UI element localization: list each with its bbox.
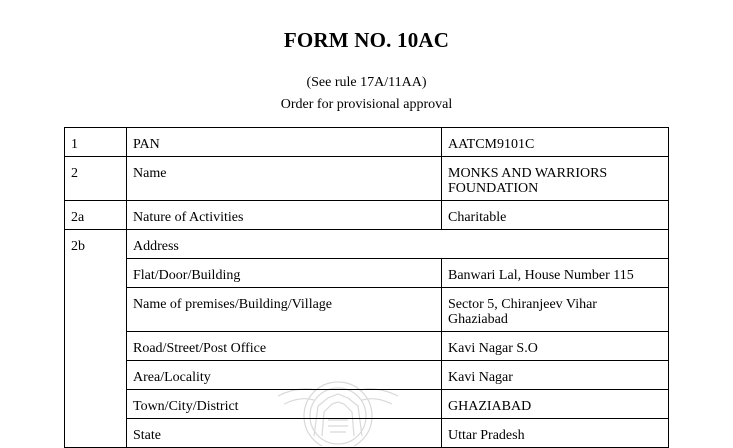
field-label: PAN <box>127 128 442 157</box>
table-row <box>65 390 669 419</box>
table-row <box>65 419 669 448</box>
table-row <box>65 157 669 201</box>
row-number: 1 <box>65 128 127 157</box>
field-label: Area/Locality <box>127 361 442 390</box>
field-label: Name <box>127 157 442 201</box>
rule-reference: (See rule 17A/11AA) <box>306 75 427 90</box>
field-value: Charitable <box>442 201 669 230</box>
field-value: Banwari Lal, House Number 115 <box>442 259 669 288</box>
field-value: AATCM9101C <box>442 128 669 157</box>
field-label: State <box>127 419 442 448</box>
field-value: GHAZIABAD <box>442 390 669 419</box>
field-label: Flat/Door/Building <box>127 259 442 288</box>
row-number: 2b <box>65 230 127 448</box>
section-label-address: Address <box>127 230 669 259</box>
table-row <box>65 128 669 157</box>
table-row <box>65 259 669 288</box>
field-value: Kavi Nagar S.O <box>442 332 669 361</box>
form-subtitle: Order for provisional approval <box>280 97 453 112</box>
table-row <box>65 230 669 259</box>
table-row <box>65 332 669 361</box>
field-label: Road/Street/Post Office <box>127 332 442 361</box>
field-value: Sector 5, Chiranjeev Vihar Ghaziabad <box>442 288 669 332</box>
field-label: Name of premises/Building/Village <box>127 288 442 332</box>
field-value: Kavi Nagar <box>442 361 669 390</box>
field-value: MONKS AND WARRIORS FOUNDATION <box>442 157 669 201</box>
table-row <box>65 201 669 230</box>
field-label: Nature of Activities <box>127 201 442 230</box>
row-number: 2a <box>65 201 127 230</box>
table-row <box>65 361 669 390</box>
field-value: Uttar Pradesh <box>442 419 669 448</box>
form-title: FORM NO. 10AC <box>283 28 450 52</box>
form-table <box>64 127 669 448</box>
row-number: 2 <box>65 157 127 201</box>
table-row <box>65 288 669 332</box>
field-label: Town/City/District <box>127 390 442 419</box>
